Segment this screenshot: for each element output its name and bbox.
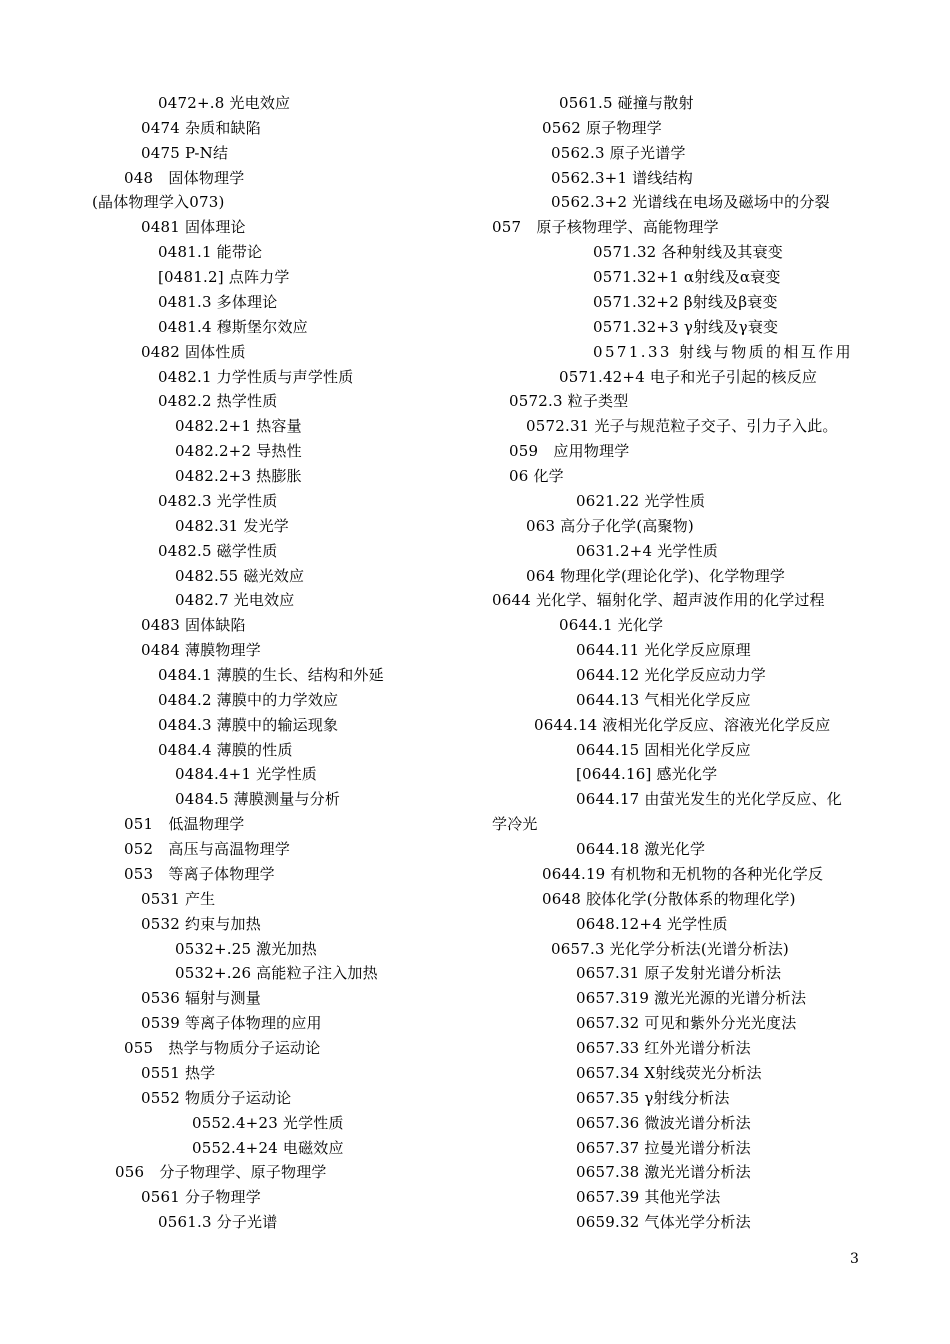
right-line: 0659.32 气体光学分析法: [576, 1213, 751, 1232]
left-line: 0532+.26 高能粒子注入加热: [175, 964, 378, 983]
right-line: 0571.32+2 β射线及β衰变: [593, 292, 778, 311]
left-line: 0482.7 光电效应: [175, 591, 295, 610]
left-line: 0482 固体性质: [141, 342, 246, 361]
right-line: 0562.3+2 光谱线在电场及磁场中的分裂: [551, 193, 830, 212]
right-line: 0657.34 X射线荧光分析法: [576, 1063, 762, 1082]
left-line: 053 等离子体物理学: [124, 864, 275, 883]
left-line: 0539 等离子体物理的应用: [141, 1014, 322, 1033]
left-line: 0552.4+23 光学性质: [192, 1113, 344, 1132]
left-line: 0481.3 多体理论: [158, 292, 278, 311]
right-line: 0657.319 激光光源的光谱分析法: [576, 989, 807, 1008]
right-line: 0657.3 光化学分析法(光谱分析法): [551, 939, 789, 958]
right-line: 0657.38 激光光谱分析法: [576, 1163, 751, 1182]
right-line: 0571.32+3 γ射线及γ衰变: [593, 317, 779, 336]
right-line: 059 应用物理学: [509, 442, 630, 461]
right-line: 0644.1 光化学: [559, 616, 664, 635]
left-line: 0561.3 分子光谱: [158, 1213, 278, 1232]
right-line: 0562.3+1 谱线结构: [551, 168, 693, 187]
right-line: 0657.37 拉曼光谱分析法: [576, 1138, 751, 1157]
right-line: 0648 胶体化学(分散体系的物理化学): [542, 889, 796, 908]
left-line: 0552.4+24 电磁效应: [192, 1138, 344, 1157]
left-line: 0482.2 热学性质: [158, 392, 278, 411]
left-line: 0484.4+1 光学性质: [175, 765, 317, 784]
right-line: 0631.2+4 光学性质: [576, 541, 718, 560]
right-line: 0571.32 各种射线及其衰变: [593, 243, 783, 262]
left-line: 0484 薄膜物理学: [141, 641, 261, 660]
right-line: 0644.11 光化学反应原理: [576, 641, 751, 660]
left-line: 0484.5 薄膜测量与分析: [175, 790, 341, 809]
left-line: 0482.3 光学性质: [158, 491, 278, 510]
left-line: 0482.5 磁学性质: [158, 541, 278, 560]
left-line: 048 固体物理学: [124, 168, 245, 187]
right-line: 0644.15 固相光化学反应: [576, 740, 751, 759]
left-line: 0536 辐射与测量: [141, 989, 261, 1008]
right-line: 0562 原子物理学: [542, 118, 662, 137]
left-line: 0481.4 穆斯堡尔效应: [158, 317, 308, 336]
left-line: 0483 固体缺陷: [141, 616, 246, 635]
right-line: 0571.33 射线与物质的相互作用: [593, 342, 853, 361]
left-line: 0484.3 薄膜中的输运现象: [158, 715, 339, 734]
right-line: 0571.32+1 α射线及α衰变: [593, 268, 781, 287]
left-line: 0482.2+2 导热性: [175, 442, 302, 461]
left-line: 051 低温物理学: [124, 815, 245, 834]
right-line: 057 原子核物理学、高能物理学: [492, 218, 719, 237]
right-line: 0648.12+4 光学性质: [576, 914, 728, 933]
right-line: [0644.16] 感光化学: [576, 765, 718, 784]
left-line: (晶体物理学入073): [92, 193, 225, 212]
right-line: 0657.35 γ射线分析法: [576, 1088, 730, 1107]
left-line: 0482.31 发光学: [175, 516, 289, 535]
left-line: 0475 P-N结: [141, 143, 229, 162]
right-line: 0644.17 由萤光发生的光化学反应、化: [576, 790, 842, 809]
left-line: 055 热学与物质分子运动论: [124, 1039, 321, 1058]
left-line: 0561 分子物理学: [141, 1188, 261, 1207]
left-line: 0481.1 能带论: [158, 243, 263, 262]
left-line: 0551 热学: [141, 1063, 216, 1082]
right-line: 0644 光化学、辐射化学、超声波作用的化学过程: [492, 591, 825, 610]
right-line: 0644.12 光化学反应动力学: [576, 666, 766, 684]
right-line: 0561.5 碰撞与散射: [559, 94, 694, 112]
right-line: 0657.39 其他光学法: [576, 1188, 721, 1207]
right-line: 0572.31 光子与规范粒子交子、引力子入此。: [526, 417, 838, 436]
left-line: 0474 杂质和缺陷: [141, 118, 261, 137]
left-line: 0482.2+3 热膨胀: [175, 467, 302, 486]
right-line: 0621.22 光学性质: [576, 491, 706, 510]
left-line: [0481.2] 点阵力学: [158, 268, 290, 287]
right-line: 064 物理化学(理论化学)、化学物理学: [526, 566, 786, 585]
right-line: 0657.31 原子发射光谱分析法: [576, 964, 782, 983]
left-line: 0482.2+1 热容量: [175, 417, 302, 436]
right-line: 0572.3 粒子类型: [509, 392, 629, 411]
right-line: 06 化学: [509, 467, 564, 486]
right-line: 0644.19 有机物和无机物的各种光化学反: [542, 864, 824, 883]
right-line: 0644.13 气相光化学反应: [576, 690, 751, 709]
left-line: 0484.2 薄膜中的力学效应: [158, 690, 339, 709]
left-line: 0552 物质分子运动论: [141, 1088, 292, 1107]
left-line: 0472+.8 光电效应: [158, 94, 291, 112]
left-line: 0481 固体理论: [141, 218, 246, 237]
right-line: 0657.32 可见和紫外分光光度法: [576, 1014, 797, 1033]
left-line: 056 分子物理学、原子物理学: [115, 1163, 327, 1182]
left-line: 0532 约束与加热: [141, 914, 261, 933]
right-line: 学冷光: [492, 815, 538, 834]
left-line: 0482.1 力学性质与声学性质: [158, 367, 354, 386]
left-line: 0532+.25 激光加热: [175, 939, 317, 958]
right-line: 0644.14 液相光化学反应、溶液光化学反应: [534, 715, 831, 734]
right-line: 0644.18 激光化学: [576, 840, 706, 859]
right-line: 0562.3 原子光谱学: [551, 143, 686, 162]
left-line: 0531 产生: [141, 889, 216, 908]
left-line: 0484.4 薄膜的性质: [158, 740, 293, 759]
right-line: 0657.33 红外光谱分析法: [576, 1039, 751, 1058]
page-number: 3: [850, 1251, 859, 1267]
right-line: 063 高分子化学(高聚物): [526, 516, 694, 535]
left-line: 0484.1 薄膜的生长、结构和外延: [158, 666, 384, 684]
right-line: 0657.36 微波光谱分析法: [576, 1113, 751, 1132]
right-line: 0571.42+4 电子和光子引起的核反应: [559, 367, 818, 386]
left-line: 0482.55 磁光效应: [175, 566, 305, 585]
left-line: 052 高压与高温物理学: [124, 840, 291, 859]
